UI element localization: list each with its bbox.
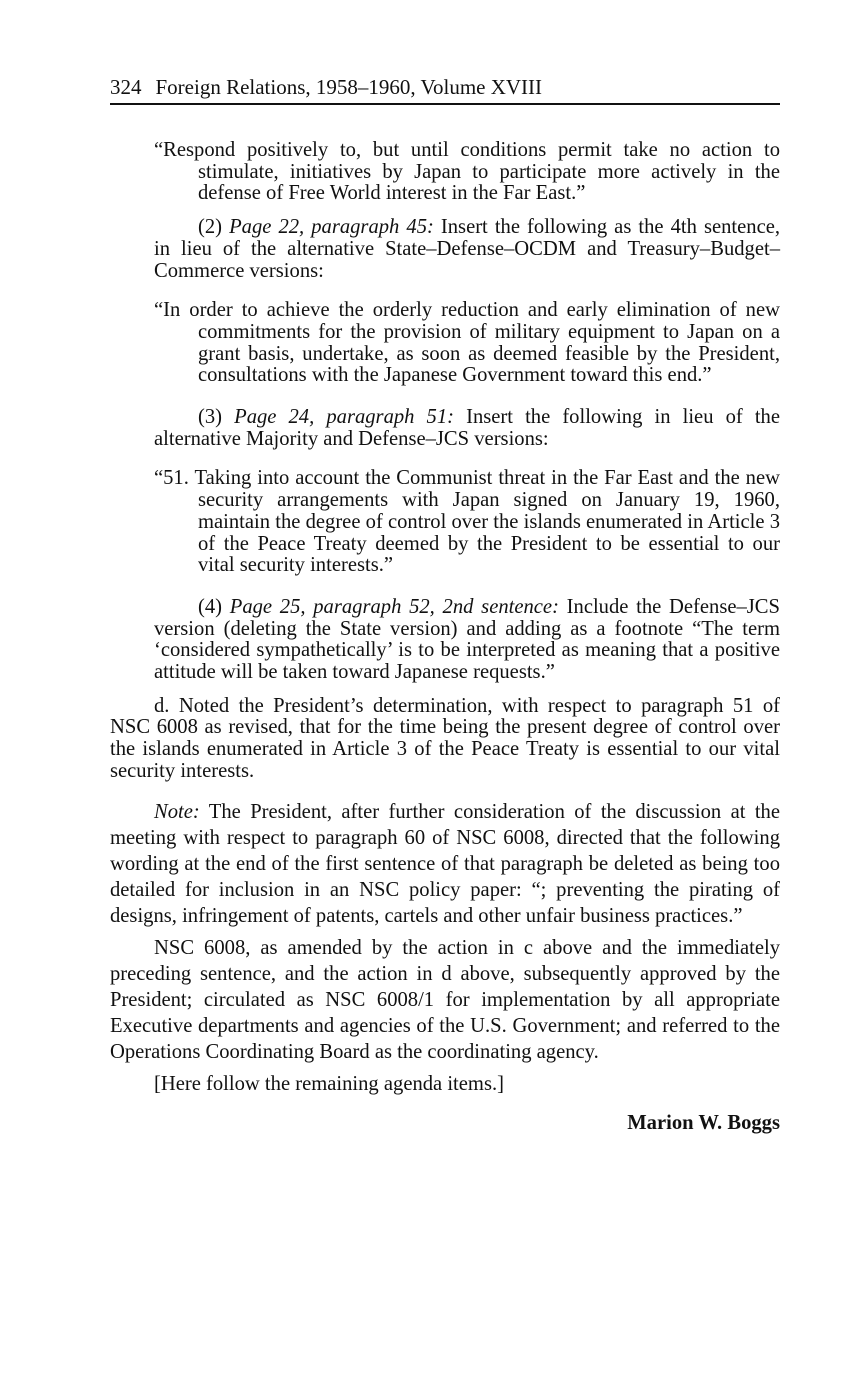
quote-orderly-reduction: “In order to achieve the orderly reduction and early elimination of new commitments for the provision of military equipment to Japan on a grant basis, undertake, as soon as deemed feasible by the President, consultations with the Japanese Government toward this end.” — [154, 299, 780, 387]
note-text: The President, after further consideration of the discussion at the meeting with respect to paragraph 60 of NSC 6008, directed that the following wording at the end of the first sentence of that paragraph be deleted as being too detailed for inclusion in an NSC policy paper: “; preventing the pirating of designs, infringement of patents, cartels and other unfair business practices.” — [110, 800, 780, 927]
page-number: 324 — [110, 75, 142, 99]
item-3-lead: (3) — [198, 406, 235, 429]
item-page-25 — [154, 597, 780, 684]
item-4-reference: Page 25, paragraph 52, 2nd sentence: — [229, 595, 559, 618]
item-page-22 — [154, 217, 780, 282]
item-2-text: Insert the following as the 4th sentence, in lieu of the alternative State–Defense–OCDM and Treasury–Budget–Commerce versions: — [154, 216, 780, 282]
agenda-note: [Here follow the remaining agenda items.] — [154, 1072, 504, 1095]
item-2-lead: (2) — [198, 216, 230, 239]
paragraph-d: d. Noted the President’s determination, with respect to paragraph 51 of NSC 6008 as revised, that for the time being the present degree of control over the islands enumerated in Article 3 of the Peace Treaty is essential to our vital security interests. — [110, 694, 780, 782]
item-3-reference: Page 24, paragraph 51: — [234, 406, 454, 429]
quote-respond-positively: “Respond positively to, but until conditions permit take no action to stimulate, initiatives by Japan to participate more actively in the defense of Free World interest in the Far East.” — [154, 139, 780, 205]
item-3-text: Insert the following in lieu of the alternative Majority and Defense–JCS versions: — [154, 406, 780, 450]
note-paragraph — [110, 799, 780, 929]
header-rule — [110, 103, 780, 105]
document-body — [110, 140, 780, 1134]
quote-paragraph-51: “51. Taking into account the Communist threat in the Far East and the new security arrangements with Japan signed on January 19, 1960, maintain the degree of control over the islands enumerated in Article 3 of the Peace Treaty deemed by the President to be essential to our vital security interests.” — [154, 467, 780, 577]
volume-title: Foreign Relations, 1958–1960, Volume XVIII — [155, 75, 543, 99]
note-label: Note: — [154, 800, 200, 823]
item-2-reference: Page 22, paragraph 45: — [229, 216, 434, 239]
item-page-24 — [154, 407, 780, 450]
running-header — [110, 74, 780, 100]
item-4-text: Include the Defense–JCS version (deleting the State version) and adding as a footnote “The term ‘considered sympathetically’ is to be interpreted as meaning that a positive attitude will be taken toward Japanese requests.” — [154, 595, 780, 684]
signature: Marion W. Boggs — [627, 1111, 780, 1134]
item-4-lead: (4) — [198, 595, 230, 618]
nsc-6008-paragraph: NSC 6008, as amended by the action in c above and the immediately preceding sentence, and the action in d above, subsequently approved by the President; circulated as NSC 6008/1 for implementation by all appropriate Executive departments and agencies of the U.S. Government; and referred to the Operations Coordinating Board as the coordinating agency. — [110, 936, 780, 1063]
